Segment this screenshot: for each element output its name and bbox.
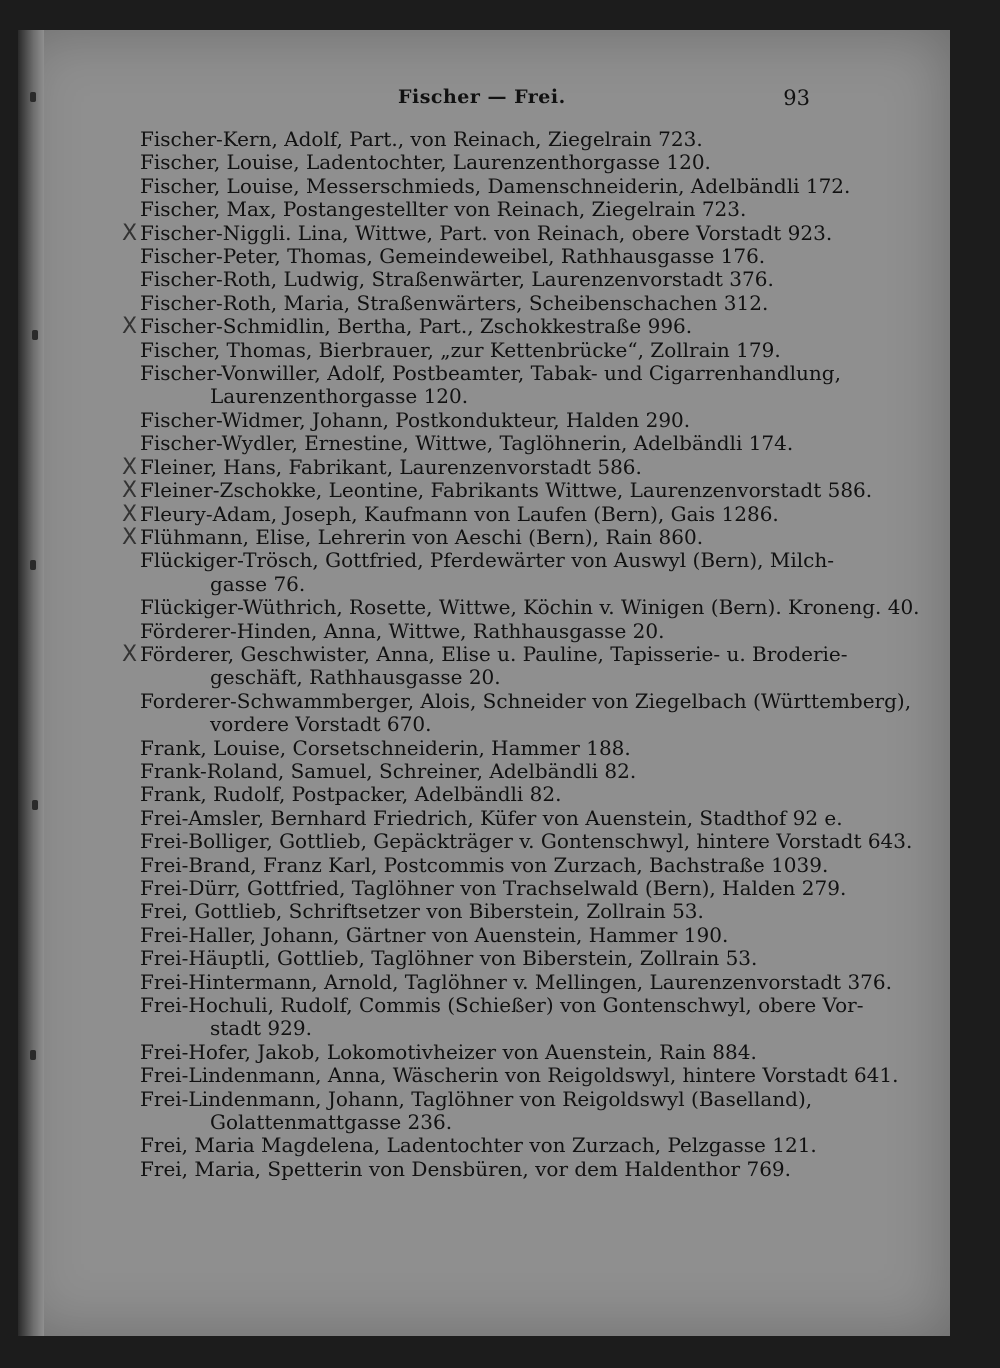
entry-line: Frei-Lindenmann, Anna, Wäscherin von Reigoldswyl, hintere Vorstadt 641. xyxy=(140,1063,899,1088)
binding-mark xyxy=(32,800,38,810)
entry-continuation: geschäft, Rathhausgasse 20. xyxy=(210,665,501,690)
handwritten-x-mark: X xyxy=(122,501,138,527)
entry-line: Flückiger-Wüthrich, Rosette, Wittwe, Köchin v. Winigen (Bern). Kroneng. 40. xyxy=(140,595,920,620)
entry-line: Fleiner, Hans, Fabrikant, Laurenzenvorstadt 586. xyxy=(140,454,642,479)
directory-entry xyxy=(140,1134,830,1157)
directory-entry xyxy=(122,314,830,340)
directory-entry xyxy=(140,688,912,737)
entry-continuation: gasse 76. xyxy=(210,571,306,596)
directory-entry xyxy=(140,361,841,409)
directory-entry xyxy=(140,1063,899,1088)
entry-line: Fischer-Kern, Adolf, Part., von Reinach, Ziegelrain 723. xyxy=(140,127,703,151)
directory-entry xyxy=(140,620,830,643)
binding-mark xyxy=(30,560,36,570)
entry-line: Fleiner-Zschokke, Leontine, Fabrikants Wittwe, Laurenzenvorstadt 586. xyxy=(140,478,873,503)
entry-line: Frei-Hintermann, Arnold, Taglöhner v. Mellingen, Laurenzenvorstadt 376. xyxy=(140,969,892,994)
directory-entry xyxy=(140,947,830,970)
directory-entries xyxy=(122,127,920,1181)
entry-line: Forderer-Schwammberger, Alois, Schneider von Ziegelbach (Württemberg), xyxy=(140,688,912,713)
directory-entry xyxy=(122,478,873,504)
handwritten-x-mark: X xyxy=(122,454,138,480)
directory-entry xyxy=(140,245,830,268)
entry-line: Frank-Roland, Samuel, Schreiner, Adelbändli 82. xyxy=(140,758,637,783)
entry-line: Fischer-Schmidlin, Bertha, Part., Zschokkestraße 996. xyxy=(140,314,693,339)
directory-entry xyxy=(140,1041,830,1064)
directory-entry xyxy=(140,339,830,362)
directory-entry xyxy=(140,993,864,1041)
handwritten-x-mark: X xyxy=(122,641,138,667)
directory-entry xyxy=(140,969,892,994)
entry-line: Fleury-Adam, Joseph, Kaufmann von Laufen (Bern), Gais 1286. xyxy=(140,501,779,526)
entry-line: Förderer-Hinden, Anna, Wittwe, Rathhausgasse 20. xyxy=(140,618,665,643)
directory-entry xyxy=(122,454,830,480)
entry-line: Frei-Hofer, Jakob, Lokomotivheizer von Auenstein, Rain 884. xyxy=(140,1039,757,1064)
directory-entry xyxy=(140,595,920,620)
entry-line: Fischer-Peter, Thomas, Gemeindeweibel, Rathhausgasse 176. xyxy=(140,244,766,269)
handwritten-x-mark: X xyxy=(122,478,138,504)
entry-line: Förderer, Geschwister, Anna, Elise u. Pauline, Tapisserie- u. Broderie- xyxy=(140,641,848,666)
entry-line: Frei, Maria, Spetterin von Densbüren, vor dem Haldenthor 769. xyxy=(140,1156,792,1181)
handwritten-x-mark: X xyxy=(122,524,138,550)
entry-line: Fischer-Roth, Maria, Straßenwärters, Scheibenschachen 312. xyxy=(140,290,769,315)
directory-entry xyxy=(122,220,833,246)
entry-line: Frei-Brand, Franz Karl, Postcommis von Zurzach, Bachstraße 1039. xyxy=(140,852,829,877)
directory-entry xyxy=(122,501,830,527)
entry-line: Frei, Maria Magdelena, Ladentochter von Zurzach, Pelzgasse 121. xyxy=(140,1133,817,1158)
handwritten-x-mark: X xyxy=(122,314,138,340)
page-header xyxy=(380,86,810,116)
entry-continuation: Laurenzenthorgasse 120. xyxy=(210,384,469,409)
entry-line: Fischer-Niggli. Lina, Wittwe, Part. von Reinach, obere Vorstadt 923. xyxy=(140,220,833,245)
directory-entry xyxy=(140,805,843,830)
entry-line: Frei-Lindenmann, Johann, Taglöhner von Reigoldswyl (Baselland), xyxy=(140,1086,813,1111)
entry-line: Fischer-Wydler, Ernestine, Wittwe, Taglöhnerin, Adelbändli 174. xyxy=(140,431,794,456)
entry-line: Fischer-Widmer, Johann, Postkondukteur, Halden 290. xyxy=(140,407,691,432)
entry-continuation: stadt 929. xyxy=(210,1016,312,1041)
binding-mark xyxy=(30,1050,36,1060)
directory-entry xyxy=(140,1158,830,1181)
directory-entry xyxy=(140,151,830,174)
directory-entry xyxy=(140,1088,830,1135)
directory-entry xyxy=(140,292,830,315)
entry-line: Flühmann, Elise, Lehrerin von Aeschi (Bern), Rain 860. xyxy=(140,524,704,549)
entry-line: Frei, Gottlieb, Schriftsetzer von Biberstein, Zollrain 53. xyxy=(140,899,704,924)
entry-line: Frank, Louise, Corsetschneiderin, Hammer 188. xyxy=(140,735,631,760)
entry-line: Fischer-Vonwiller, Adolf, Postbeamter, Tabak- und Cigarrenhandlung, xyxy=(140,361,841,386)
entry-line: Frei-Bolliger, Gottlieb, Gepäckträger v. Gontenschwyl, hintere Vorstadt 643. xyxy=(140,829,913,854)
entry-line: Flückiger-Trösch, Gottfried, Pferdewärter von Auswyl (Bern), Milch- xyxy=(140,548,834,573)
directory-entry xyxy=(140,268,830,291)
directory-entry xyxy=(140,173,851,198)
entry-line: Fischer, Louise, Messerschmieds, Damenschneiderin, Adelbändli 172. xyxy=(140,173,851,198)
directory-entry xyxy=(140,737,830,760)
entry-line: Fischer-Roth, Ludwig, Straßenwärter, Laurenzenvorstadt 376. xyxy=(140,267,774,292)
running-title: Fischer — Frei. xyxy=(398,86,566,108)
entry-continuation: vordere Vorstadt 670. xyxy=(210,712,432,737)
entry-line: Frei-Dürr, Gottfried, Taglöhner von Trachselwald (Bern), Halden 279. xyxy=(140,876,847,900)
directory-entry xyxy=(140,900,830,923)
binding-mark xyxy=(30,92,36,102)
entry-continuation: Golattenmattgasse 236. xyxy=(210,1110,453,1135)
entry-line: Frei-Häuptli, Gottlieb, Taglöhner von Biberstein, Zollrain 53. xyxy=(140,946,758,971)
book-gutter xyxy=(18,30,44,1336)
entry-line: Frei-Haller, Johann, Gärtner von Auenstein, Hammer 190. xyxy=(140,922,729,947)
entry-line: Fischer, Max, Postangestellter von Reinach, Ziegelrain 723. xyxy=(140,197,747,222)
directory-entry xyxy=(140,829,913,854)
entry-line: Fischer, Thomas, Bierbrauer, „zur Kettenbrücke“, Zollrain 179. xyxy=(140,337,781,362)
directory-entry xyxy=(140,548,834,596)
directory-entry xyxy=(140,760,830,783)
directory-entry xyxy=(140,854,830,877)
binding-mark xyxy=(32,330,38,340)
entry-line: Frei-Amsler, Bernhard Friedrich, Küfer von Auenstein, Stadthof 92 e. xyxy=(140,805,843,830)
page-number: 93 xyxy=(783,86,810,110)
entry-line: Frei-Hochuli, Rudolf, Commis (Schießer) von Gontenschwyl, obere Vor- xyxy=(140,993,864,1018)
directory-entry xyxy=(122,524,830,550)
entry-line: Fischer, Louise, Ladentochter, Laurenzenthorgasse 120. xyxy=(140,150,711,175)
directory-entry xyxy=(140,432,830,455)
directory-entry xyxy=(122,641,848,690)
directory-entry xyxy=(140,924,830,947)
directory-entry xyxy=(140,783,830,806)
directory-entry xyxy=(140,198,830,221)
directory-entry xyxy=(140,128,830,151)
directory-entry xyxy=(140,876,847,900)
entry-line: Frank, Rudolf, Postpacker, Adelbändli 82. xyxy=(140,782,562,807)
handwritten-x-mark: X xyxy=(122,220,138,246)
directory-entry xyxy=(140,409,830,432)
